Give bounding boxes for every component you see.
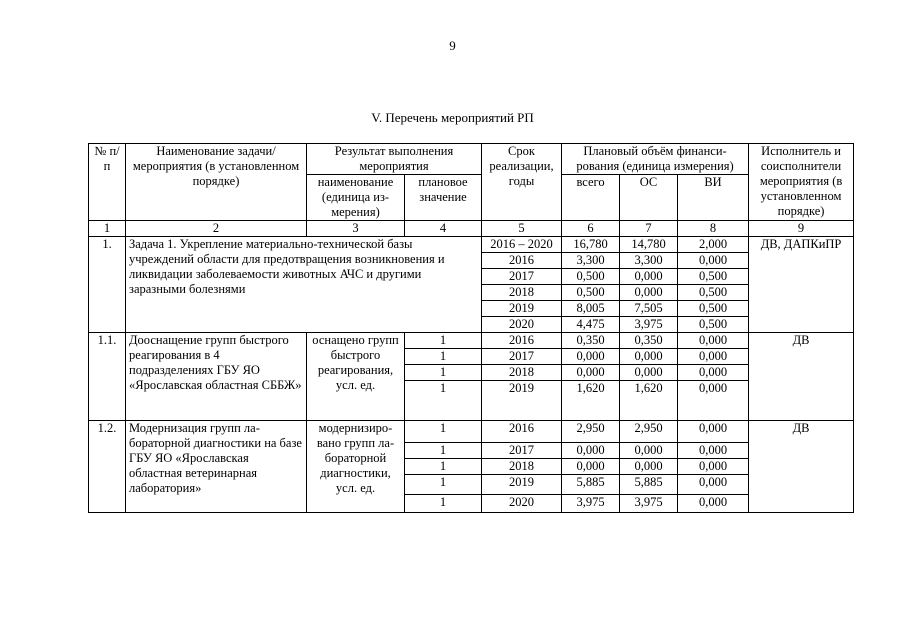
row-total: 5,885	[562, 475, 620, 495]
row-total: 0,350	[562, 333, 620, 349]
row-total: 1,620	[562, 381, 620, 421]
row-value: 1	[405, 365, 482, 381]
column-index: 9	[749, 221, 854, 237]
row-vi: 0,000	[678, 365, 749, 381]
row-os: 0,000	[620, 269, 678, 285]
row-year: 2018	[482, 459, 562, 475]
row-vi: 0,000	[678, 333, 749, 349]
page-number: 9	[449, 38, 456, 53]
header-financing: Плановый объём финансирования (единица измерения)	[562, 144, 749, 175]
row-total: 3,300	[562, 253, 620, 269]
row-year: 2016	[482, 421, 562, 443]
row-year: 2019	[482, 475, 562, 495]
row-vi: 0,000	[678, 253, 749, 269]
row-total: 0,500	[562, 269, 620, 285]
row-executor: ДВ	[749, 421, 854, 513]
row-vi: 0,000	[678, 475, 749, 495]
column-index: 2	[126, 221, 307, 237]
row-year: 2016	[482, 253, 562, 269]
row-value: 1	[405, 495, 482, 513]
row-value: 1	[405, 333, 482, 349]
row-vi: 0,500	[678, 269, 749, 285]
row-vi: 0,000	[678, 421, 749, 443]
column-index: 1	[89, 221, 126, 237]
header-number: № п/п	[89, 144, 126, 221]
row-executor: ДВ	[749, 333, 854, 421]
row-total: 0,500	[562, 285, 620, 301]
header-total: всего	[562, 175, 620, 221]
activity-name: Дооснащение групп быстрого реагирования в 4 подразделениях ГБУ ЯО «Ярославская областная СББЖ»	[126, 333, 307, 421]
row-year: 2017	[482, 443, 562, 459]
row-year: 2019	[482, 301, 562, 317]
row-vi: 0,500	[678, 301, 749, 317]
row-year: 2016 – 2020	[482, 237, 562, 253]
row-os: 0,350	[620, 333, 678, 349]
row-vi: 0,500	[678, 285, 749, 301]
row-executor: ДВ, ДАПКиПР	[749, 237, 854, 333]
row-vi: 2,000	[678, 237, 749, 253]
row-os: 0,000	[620, 285, 678, 301]
header-row	[89, 144, 854, 175]
row-vi: 0,000	[678, 349, 749, 365]
row-total: 2,950	[562, 421, 620, 443]
row-value: 1	[405, 349, 482, 365]
row-vi: 0,000	[678, 443, 749, 459]
row-value: 1	[405, 421, 482, 443]
header-term: Срок реализации, годы	[482, 144, 562, 221]
table-row	[89, 421, 854, 443]
row-vi: 0,000	[678, 381, 749, 421]
row-os: 0,000	[620, 459, 678, 475]
row-total: 4,475	[562, 317, 620, 333]
row-os: 0,000	[620, 443, 678, 459]
row-year: 2018	[482, 285, 562, 301]
table-row	[89, 333, 854, 349]
row-os: 0,000	[620, 365, 678, 381]
row-value: 1	[405, 459, 482, 475]
row-year: 2020	[482, 495, 562, 513]
section-title: V. Перечень мероприятий РП	[371, 110, 534, 125]
row-year: 2018	[482, 365, 562, 381]
row-total: 8,005	[562, 301, 620, 317]
activities-table	[88, 143, 854, 513]
row-year: 2017	[482, 349, 562, 365]
row-total: 3,975	[562, 495, 620, 513]
row-total: 16,780	[562, 237, 620, 253]
header-os: ОС	[620, 175, 678, 221]
column-index: 4	[405, 221, 482, 237]
row-os: 5,885	[620, 475, 678, 495]
row-vi: 0,000	[678, 495, 749, 513]
result-name: оснащено групп быстрого реагирования, усл. ед.	[307, 333, 405, 421]
column-index: 3	[307, 221, 405, 237]
column-index: 7	[620, 221, 678, 237]
column-index: 6	[562, 221, 620, 237]
row-year: 2016	[482, 333, 562, 349]
row-total: 0,000	[562, 349, 620, 365]
row-number: 1.1.	[89, 333, 126, 421]
row-vi: 0,000	[678, 459, 749, 475]
row-os: 3,975	[620, 495, 678, 513]
column-index: 5	[482, 221, 562, 237]
row-value: 1	[405, 381, 482, 421]
result-name: модернизировано групп лабораторной диагностики, усл. ед.	[307, 421, 405, 513]
row-year: 2019	[482, 381, 562, 421]
activity-name: Модернизация групп лабораторной диагностики на базе ГБУ ЯО «Ярославская областная ветеринарная лаборатория»	[126, 421, 307, 513]
row-value: 1	[405, 475, 482, 495]
row-os: 14,780	[620, 237, 678, 253]
header-vi: ВИ	[678, 175, 749, 221]
column-index-row	[89, 221, 854, 237]
row-os: 3,300	[620, 253, 678, 269]
row-total: 0,000	[562, 459, 620, 475]
header-result: Результат выполнения мероприятия	[307, 144, 482, 175]
row-number: 1.	[89, 237, 126, 333]
row-total: 0,000	[562, 443, 620, 459]
row-total: 0,000	[562, 365, 620, 381]
row-os: 1,620	[620, 381, 678, 421]
row-year: 2017	[482, 269, 562, 285]
header-result-value: плановое значение	[405, 175, 482, 221]
row-os: 7,505	[620, 301, 678, 317]
header-executor: Исполнитель и соисполнители мероприятия (в установленном порядке)	[749, 144, 854, 221]
table-body	[89, 144, 854, 513]
row-os: 0,000	[620, 349, 678, 365]
header-result-name: наименование (единица измерения)	[307, 175, 405, 221]
column-index: 8	[678, 221, 749, 237]
table-row	[89, 237, 854, 253]
header-name: Наименование задачи/мероприятия (в установленном порядке)	[126, 144, 307, 221]
row-os: 3,975	[620, 317, 678, 333]
row-vi: 0,500	[678, 317, 749, 333]
row-year: 2020	[482, 317, 562, 333]
task-name: Задача 1. Укрепление материально-технической базы учреждений области для предотвращения возникновения и ликвидации заболеваемости животных АЧС и другими заразными болезнями	[126, 237, 482, 333]
row-number: 1.2.	[89, 421, 126, 513]
row-os: 2,950	[620, 421, 678, 443]
row-value: 1	[405, 443, 482, 459]
